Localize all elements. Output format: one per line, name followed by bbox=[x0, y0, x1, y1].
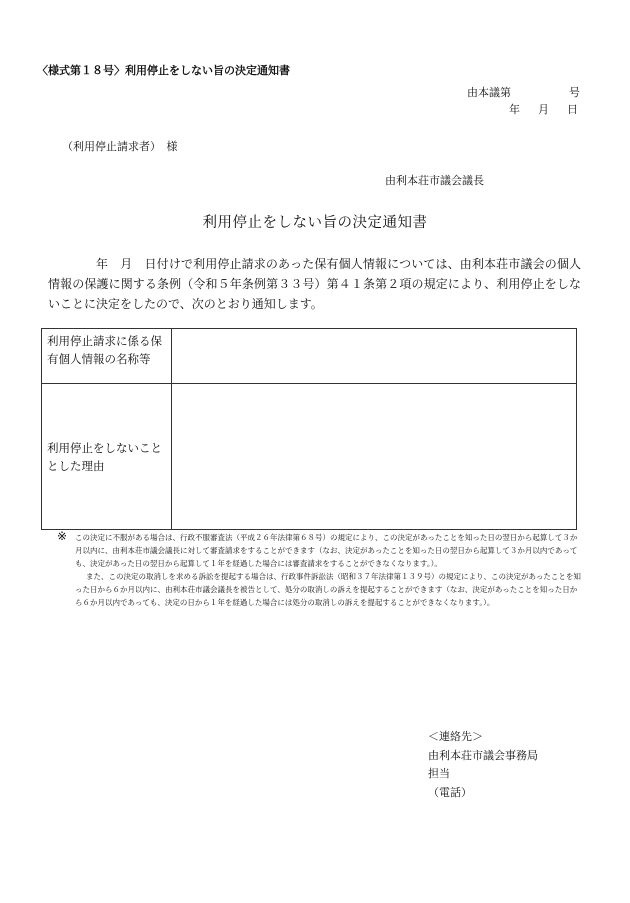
info-table bbox=[41, 328, 577, 530]
form-number: 〈様式第１８号〉利用停止をしない旨の決定通知書 bbox=[37, 64, 290, 77]
date-day: 日 bbox=[567, 103, 578, 116]
contact-phone: （電話） bbox=[428, 785, 472, 799]
notes bbox=[57, 531, 582, 609]
document-number-suffix: 号 bbox=[569, 86, 580, 99]
issuer: 由利本荘市議会議長 bbox=[385, 174, 484, 187]
note-paragraph-lawsuit: また、この決定の取消しを求める訴訟を提起する場合は、行政事件訴訟法（昭和３７年法律第１３９号）の規定により、この決定があったことを知った日から６か月以内に、由利本荘市議会議長を被告として、処分の取消しの訴えを提起することができます（なお、決定があったことを知った日から６か月以内であっても、決定の日から１年を経過した場合には処分の取消しの訴えを提起することができなくなります。）。 bbox=[75, 572, 581, 607]
table-row bbox=[42, 329, 577, 384]
contact-office: 由利本荘市議会事務局 bbox=[428, 748, 538, 762]
recipient: （利用停止請求者） 様 bbox=[62, 140, 178, 153]
document-number bbox=[467, 84, 580, 100]
date-month: 月 bbox=[538, 103, 549, 116]
date-year: 年 bbox=[509, 103, 520, 116]
row-label-reason: 利用停止をしないこととした理由 bbox=[42, 384, 172, 530]
contact-heading: ＜連絡先＞ bbox=[428, 730, 483, 743]
table-row bbox=[42, 384, 577, 530]
body-text: 年 月 日付けで利用停止請求のあった保有個人情報については、由利本荘市議会の個人情報の保護に関する条例（令和５年条例第３３号）第４１条第２項の規定により、利用停止をしないことに決定をしたので、次のとおり通知します。 bbox=[48, 257, 581, 311]
row-value-info-name bbox=[172, 329, 577, 384]
row-label-info-name: 利用停止請求に係る保有個人情報の名称等 bbox=[42, 329, 172, 384]
row-value-reason bbox=[172, 384, 577, 530]
issue-date bbox=[491, 101, 578, 117]
contact-block bbox=[428, 728, 538, 802]
note-paragraph-appeal: この決定に不服がある場合は、行政不服審査法（平成２６年法律第６８号）の規定により、この決定があったことを知った日の翌日から起算して３か月以内に、由利本荘市議会議長に対して審査請求をすることができます（なお、決定があったことを知った日の翌日から起算して３か月以内であっても、決定があった日の翌日から起算して１年を経過した場合には審査請求をすることができなくなります。）。 bbox=[75, 533, 578, 568]
contact-person: 担当 bbox=[428, 767, 450, 780]
document-number-label: 由本議第 bbox=[467, 86, 511, 99]
note-mark: ※ bbox=[57, 529, 68, 543]
document-title: 利用停止をしない旨の決定通知書 bbox=[202, 215, 428, 231]
